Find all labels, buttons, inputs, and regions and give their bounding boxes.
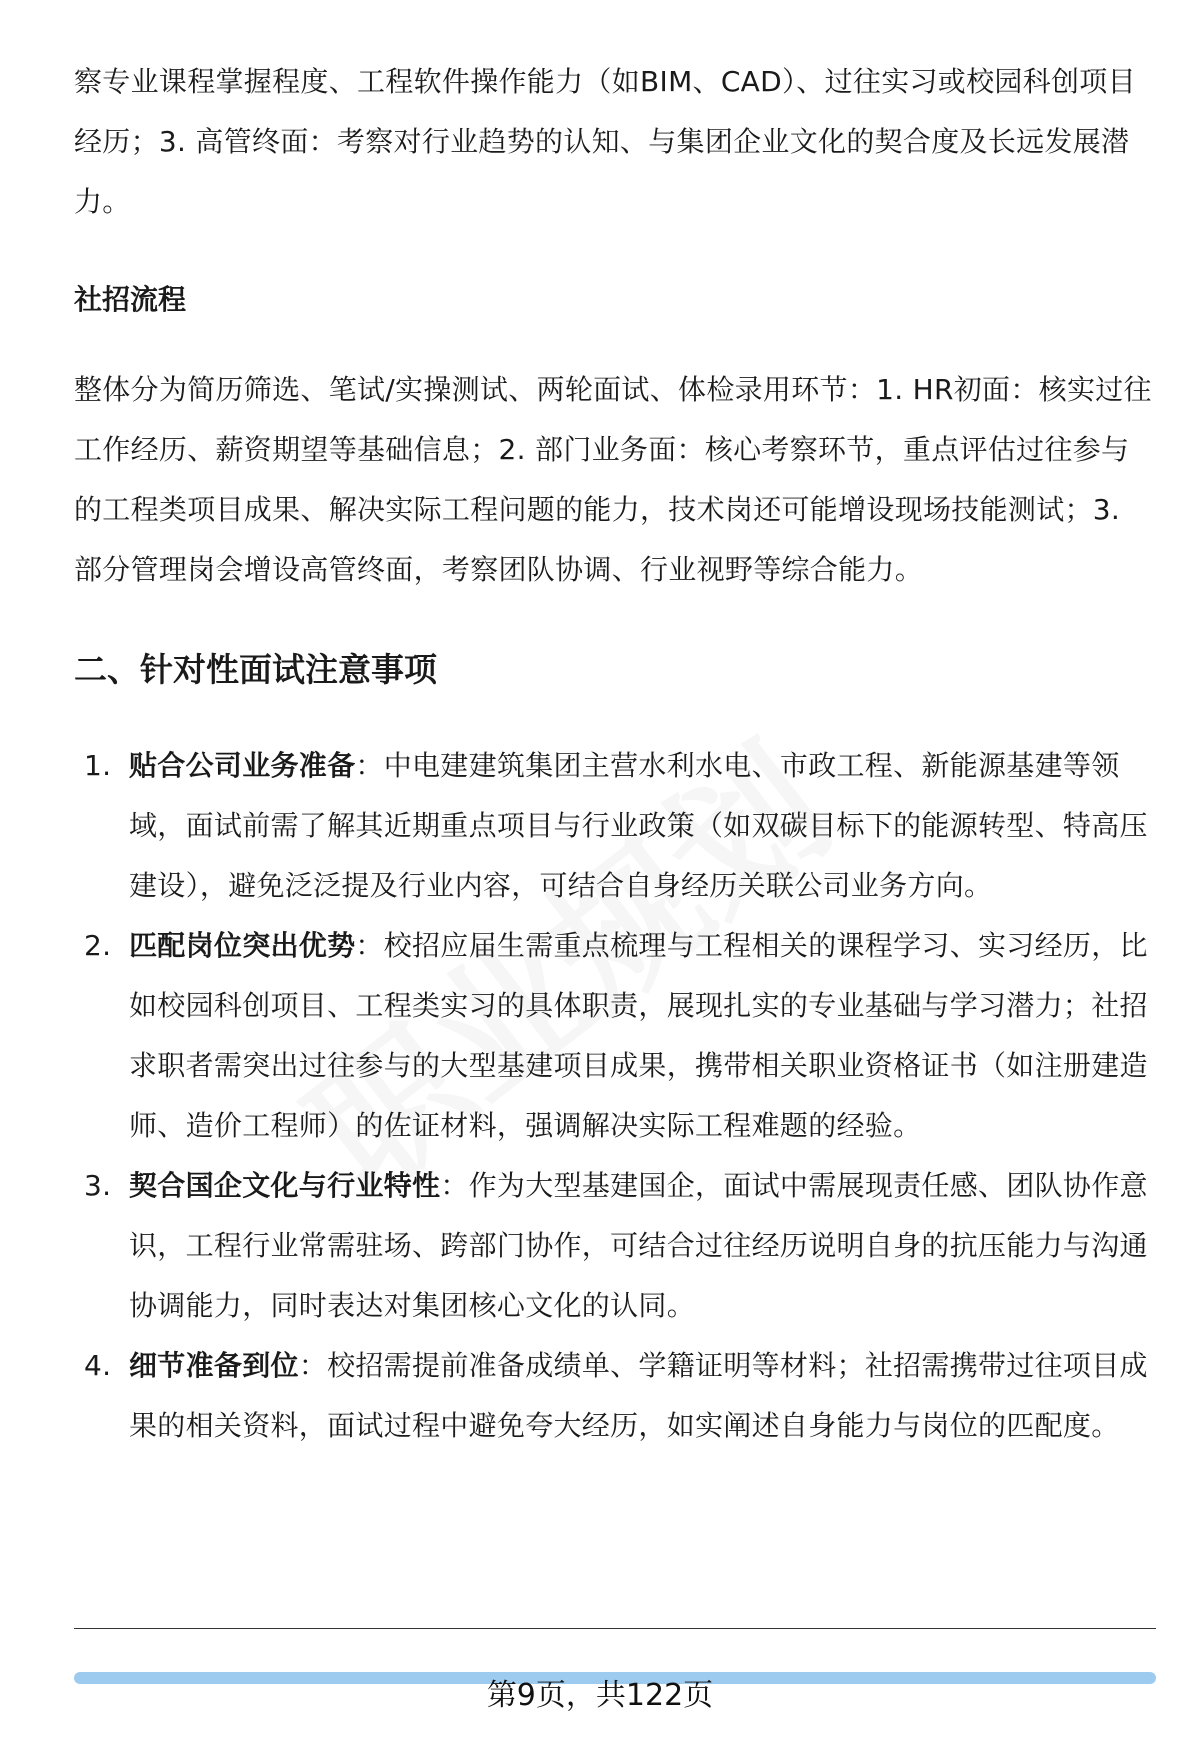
list-item-text: ：校招需提前准备成绩单、学籍证明等材料；社招需携带过往项目成果的相关资料，面试过程中避免夸大经历，如实阐述自身能力与岗位的匹配度。 (129, 1349, 1148, 1442)
section-heading: 二、针对性面试注意事项 (74, 650, 437, 689)
intro-paragraph: 察专业课程掌握程度、工程软件操作能力（如BIM、CAD）、过往实习或校园科创项目经历；3. 高管终面：考察对行业趋势的认知、与集团企业文化的契合度及长远发展潜力。 (74, 65, 1136, 218)
notes-list (74, 736, 1154, 1456)
social-recruit-body: 整体分为简历筛选、笔试/实操测试、两轮面试、体检录用环节：1. HR初面：核实过往工作经历、薪资期望等基础信息；2. 部门业务面：核心考察环节，重点评估过往参与的工程类项目成果、解决实际工程问题的能力，技术岗还可能增设现场技能测试；3. 部分管理岗会增设高管终面，考察团队协调、行业视野等综合能力。 (74, 373, 1152, 586)
document-page (74, 52, 1154, 1456)
list-item-text: ：作为大型基建国企，面试中需展现责任感、团队协作意识，工程行业常需驻场、跨部门协作，可结合过往经历说明自身的抗压能力与沟通协调能力，同时表达对集团核心文化的认同。 (129, 1169, 1148, 1322)
page-number: 第9页，共122页 (486, 1678, 714, 1713)
footer-divider (74, 1628, 1156, 1629)
social-recruit-heading: 社招流程 (74, 283, 187, 316)
list-item (74, 1336, 1154, 1456)
list-item-lead: 匹配岗位突出优势 (129, 929, 356, 962)
list-item-text: ：校招应届生需重点梳理与工程相关的课程学习、实习经历，比如校园科创项目、工程类实习的具体职责，展现扎实的专业基础与学习潜力；社招求职者需突出过往参与的大型基建项目成果，携带相关职业资格证书（如注册建造师、造价工程师）的佐证材料，强调解决实际工程难题的经验。 (129, 929, 1148, 1142)
list-item-number: 2. (84, 929, 112, 962)
list-item (74, 1156, 1154, 1336)
list-item-lead: 契合国企文化与行业特性 (129, 1169, 441, 1202)
list-item-text: ：中电建建筑集团主营水利水电、市政工程、新能源基建等领域，面试前需了解其近期重点项目与行业政策（如双碳目标下的能源转型、特高压建设），避免泛泛提及行业内容，可结合自身经历关联公司业务方向。 (129, 749, 1148, 902)
list-item-lead: 细节准备到位 (129, 1349, 299, 1382)
list-item-number: 3. (84, 1169, 112, 1202)
list-item (74, 736, 1154, 916)
list-item (74, 916, 1154, 1156)
list-item-number: 1. (84, 749, 112, 782)
list-item-lead: 贴合公司业务准备 (129, 749, 356, 782)
list-item-number: 4. (84, 1349, 112, 1382)
